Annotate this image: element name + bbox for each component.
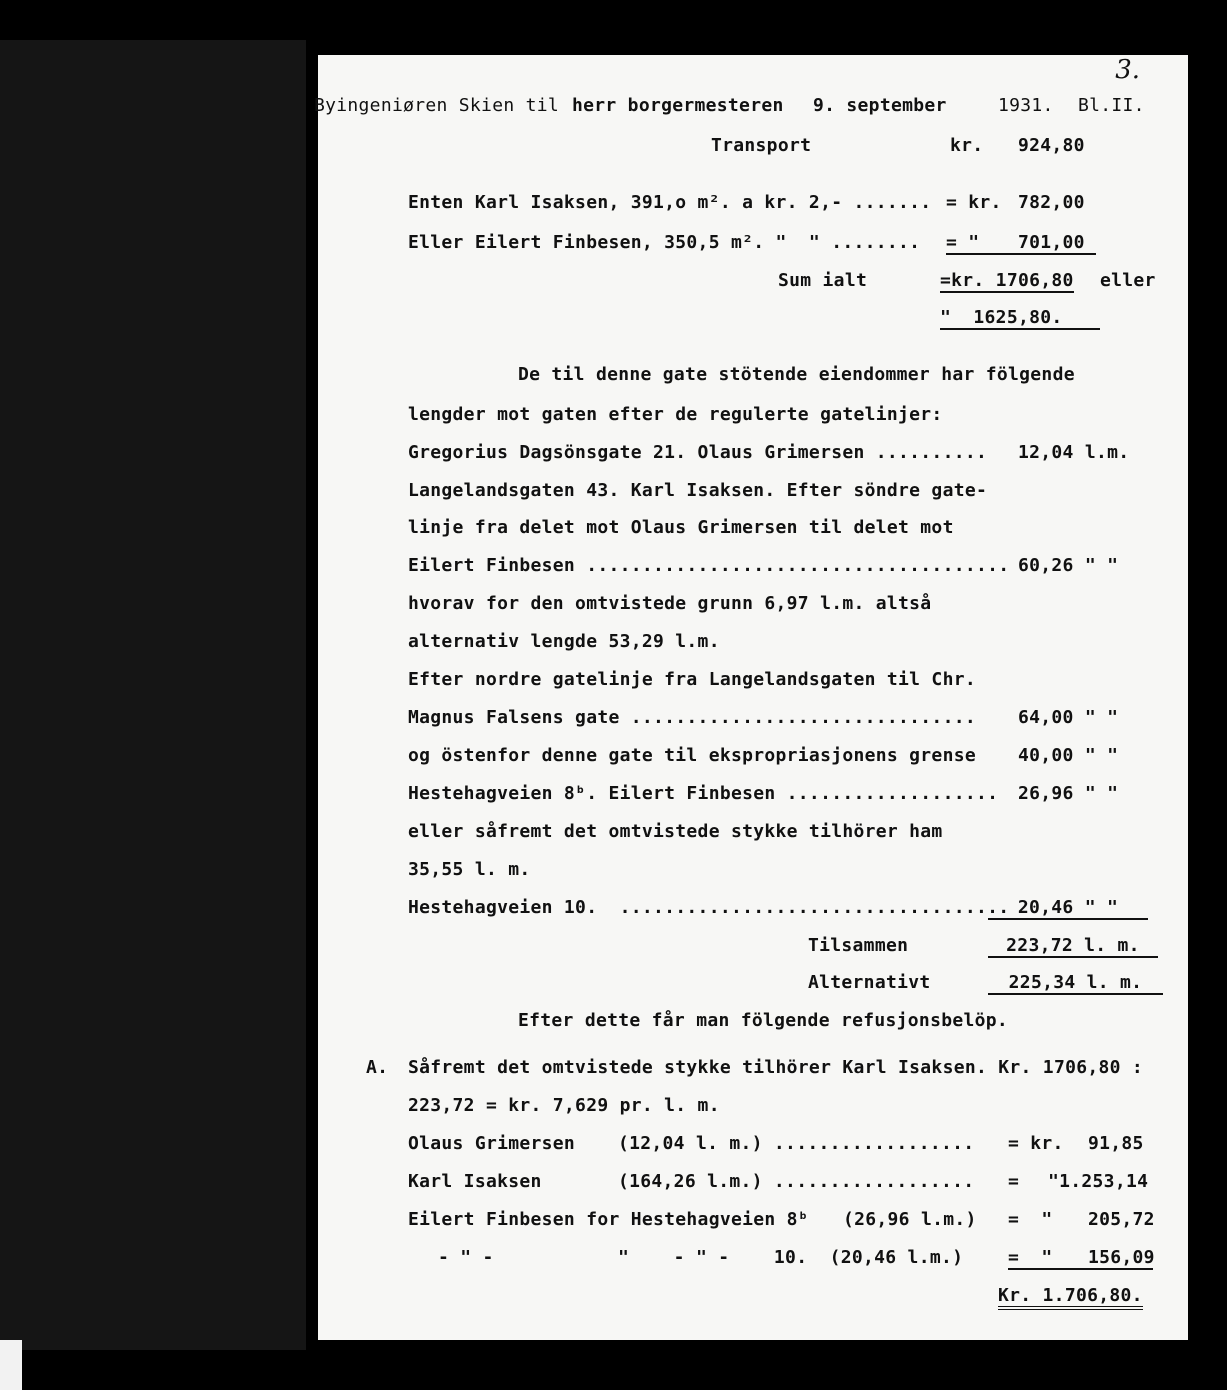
refund-detail: (164,26 l.m.) .................. xyxy=(618,1171,975,1192)
refund-detail: (12,04 l. m.) .................. xyxy=(618,1133,975,1154)
header-sender: Byingeniøren Skien til xyxy=(314,95,560,116)
section-a-line-1: Såfremt det omtvistede stykke tilhörer Karl Isaksen. Kr. 1706,80 : xyxy=(408,1057,1144,1078)
refund-name: Eilert Finbesen for Hestehagveien 8ᵇ xyxy=(408,1209,809,1230)
property-line: Hestehagveien 10. ................................... xyxy=(408,897,1010,918)
property-value: 26,96 " " xyxy=(1018,783,1119,804)
intro-line-1: De til denne gate stötende eiendommer har fölgende xyxy=(518,364,1075,385)
transport-amount: 924,80 xyxy=(1018,135,1085,156)
adjacent-page xyxy=(0,40,306,1350)
refund-amount: 205,72 xyxy=(1088,1209,1155,1230)
grand-total: Kr. 1.706,80. xyxy=(998,1285,1143,1310)
refund-amount: "1.253,14 xyxy=(1048,1171,1149,1192)
refund-amount: 156,09 xyxy=(1088,1247,1155,1268)
option-enten-eq: = kr. xyxy=(946,192,1002,213)
property-line: linje fra delet mot Olaus Grimersen til delet mot xyxy=(408,517,954,538)
property-line: Gregorius Dagsönsgate 21. Olaus Grimersen .......... xyxy=(408,442,988,463)
page-number: 3. xyxy=(1115,55,1140,85)
header-recipient: herr borgermesteren xyxy=(572,95,784,116)
total-label-tilsammen: Tilsammen xyxy=(808,935,909,956)
sum-line2: " 1625,80. xyxy=(940,307,1100,330)
option-eller-eq: = " xyxy=(946,232,1096,255)
transport-label: Transport xyxy=(711,135,812,156)
refund-intro: Efter dette får man fölgende refusjonsbelöp. xyxy=(518,1010,1009,1031)
option-enten-amount: 782,00 xyxy=(1018,192,1085,213)
property-value: 64,00 " " xyxy=(1018,707,1119,728)
total-label-alternativt: Alternativt xyxy=(808,972,931,993)
property-value: 40,00 " " xyxy=(1018,745,1119,766)
option-enten: Enten Karl Isaksen, 391,o m². a kr. 2,- ....... xyxy=(408,192,932,213)
document-page xyxy=(314,55,1188,1340)
sum-label: Sum ialt xyxy=(778,270,868,291)
total-value-tilsammen: 223,72 l. m. xyxy=(988,935,1158,958)
option-eller: Eller Eilert Finbesen, 350,5 m². " " ........ xyxy=(408,232,921,253)
refund-name: - " - xyxy=(438,1247,494,1268)
sum-line1: =kr. 1706,80 xyxy=(940,270,1074,291)
property-value: 20,46 " " xyxy=(988,897,1148,920)
header-date: 9. september xyxy=(813,95,947,116)
sum-line1-suffix: eller xyxy=(1100,270,1156,291)
refund-detail: " - " - 10. (20,46 l.m.) xyxy=(618,1247,964,1268)
header-year: 1931. xyxy=(998,95,1054,116)
film-edge xyxy=(0,1340,22,1390)
property-line: hvorav for den omtvistede grunn 6,97 l.m. altså xyxy=(408,593,932,614)
refund-detail: (26,96 l.m.) xyxy=(843,1209,977,1230)
header-sheet: Bl.II. xyxy=(1078,95,1145,116)
total-value-alternativt: 225,34 l. m. xyxy=(988,972,1163,995)
option-eller-amount: 701,00 xyxy=(1018,232,1085,253)
property-value: 12,04 l.m. xyxy=(1018,442,1130,463)
property-line: 35,55 l. m. xyxy=(408,859,531,880)
property-line: og östenfor denne gate til ekspropriasjonens grense xyxy=(408,745,976,766)
property-line: Hestehagveien 8ᵇ. Eilert Finbesen ................... xyxy=(408,783,999,804)
property-line: Efter nordre gatelinje fra Langelandsgaten til Chr. xyxy=(408,669,976,690)
property-value: 60,26 " " xyxy=(1018,555,1119,576)
refund-eq: = " xyxy=(1008,1209,1053,1230)
refund-name: Olaus Grimersen xyxy=(408,1133,576,1154)
property-line: alternativ lengde 53,29 l.m. xyxy=(408,631,720,652)
transport-currency: kr. xyxy=(950,135,984,156)
property-line: Magnus Falsens gate ............................... xyxy=(408,707,976,728)
section-a-line-2: 223,72 = kr. 7,629 pr. l. m. xyxy=(408,1095,720,1116)
property-line: Langelandsgaten 43. Karl Isaksen. Efter söndre gate- xyxy=(408,480,988,501)
property-line: eller såfremt det omtvistede stykke tilhörer ham xyxy=(408,821,943,842)
refund-eq: = " xyxy=(1008,1247,1153,1270)
refund-eq: = kr. xyxy=(1008,1133,1064,1154)
intro-line-2: lengder mot gaten efter de regulerte gatelinjer: xyxy=(408,404,943,425)
refund-eq: = xyxy=(1008,1171,1020,1192)
refund-name: Karl Isaksen xyxy=(408,1171,542,1192)
property-line: Eilert Finbesen ...................................... xyxy=(408,555,1010,576)
refund-amount: 91,85 xyxy=(1088,1133,1144,1154)
section-marker: A. xyxy=(366,1057,389,1078)
